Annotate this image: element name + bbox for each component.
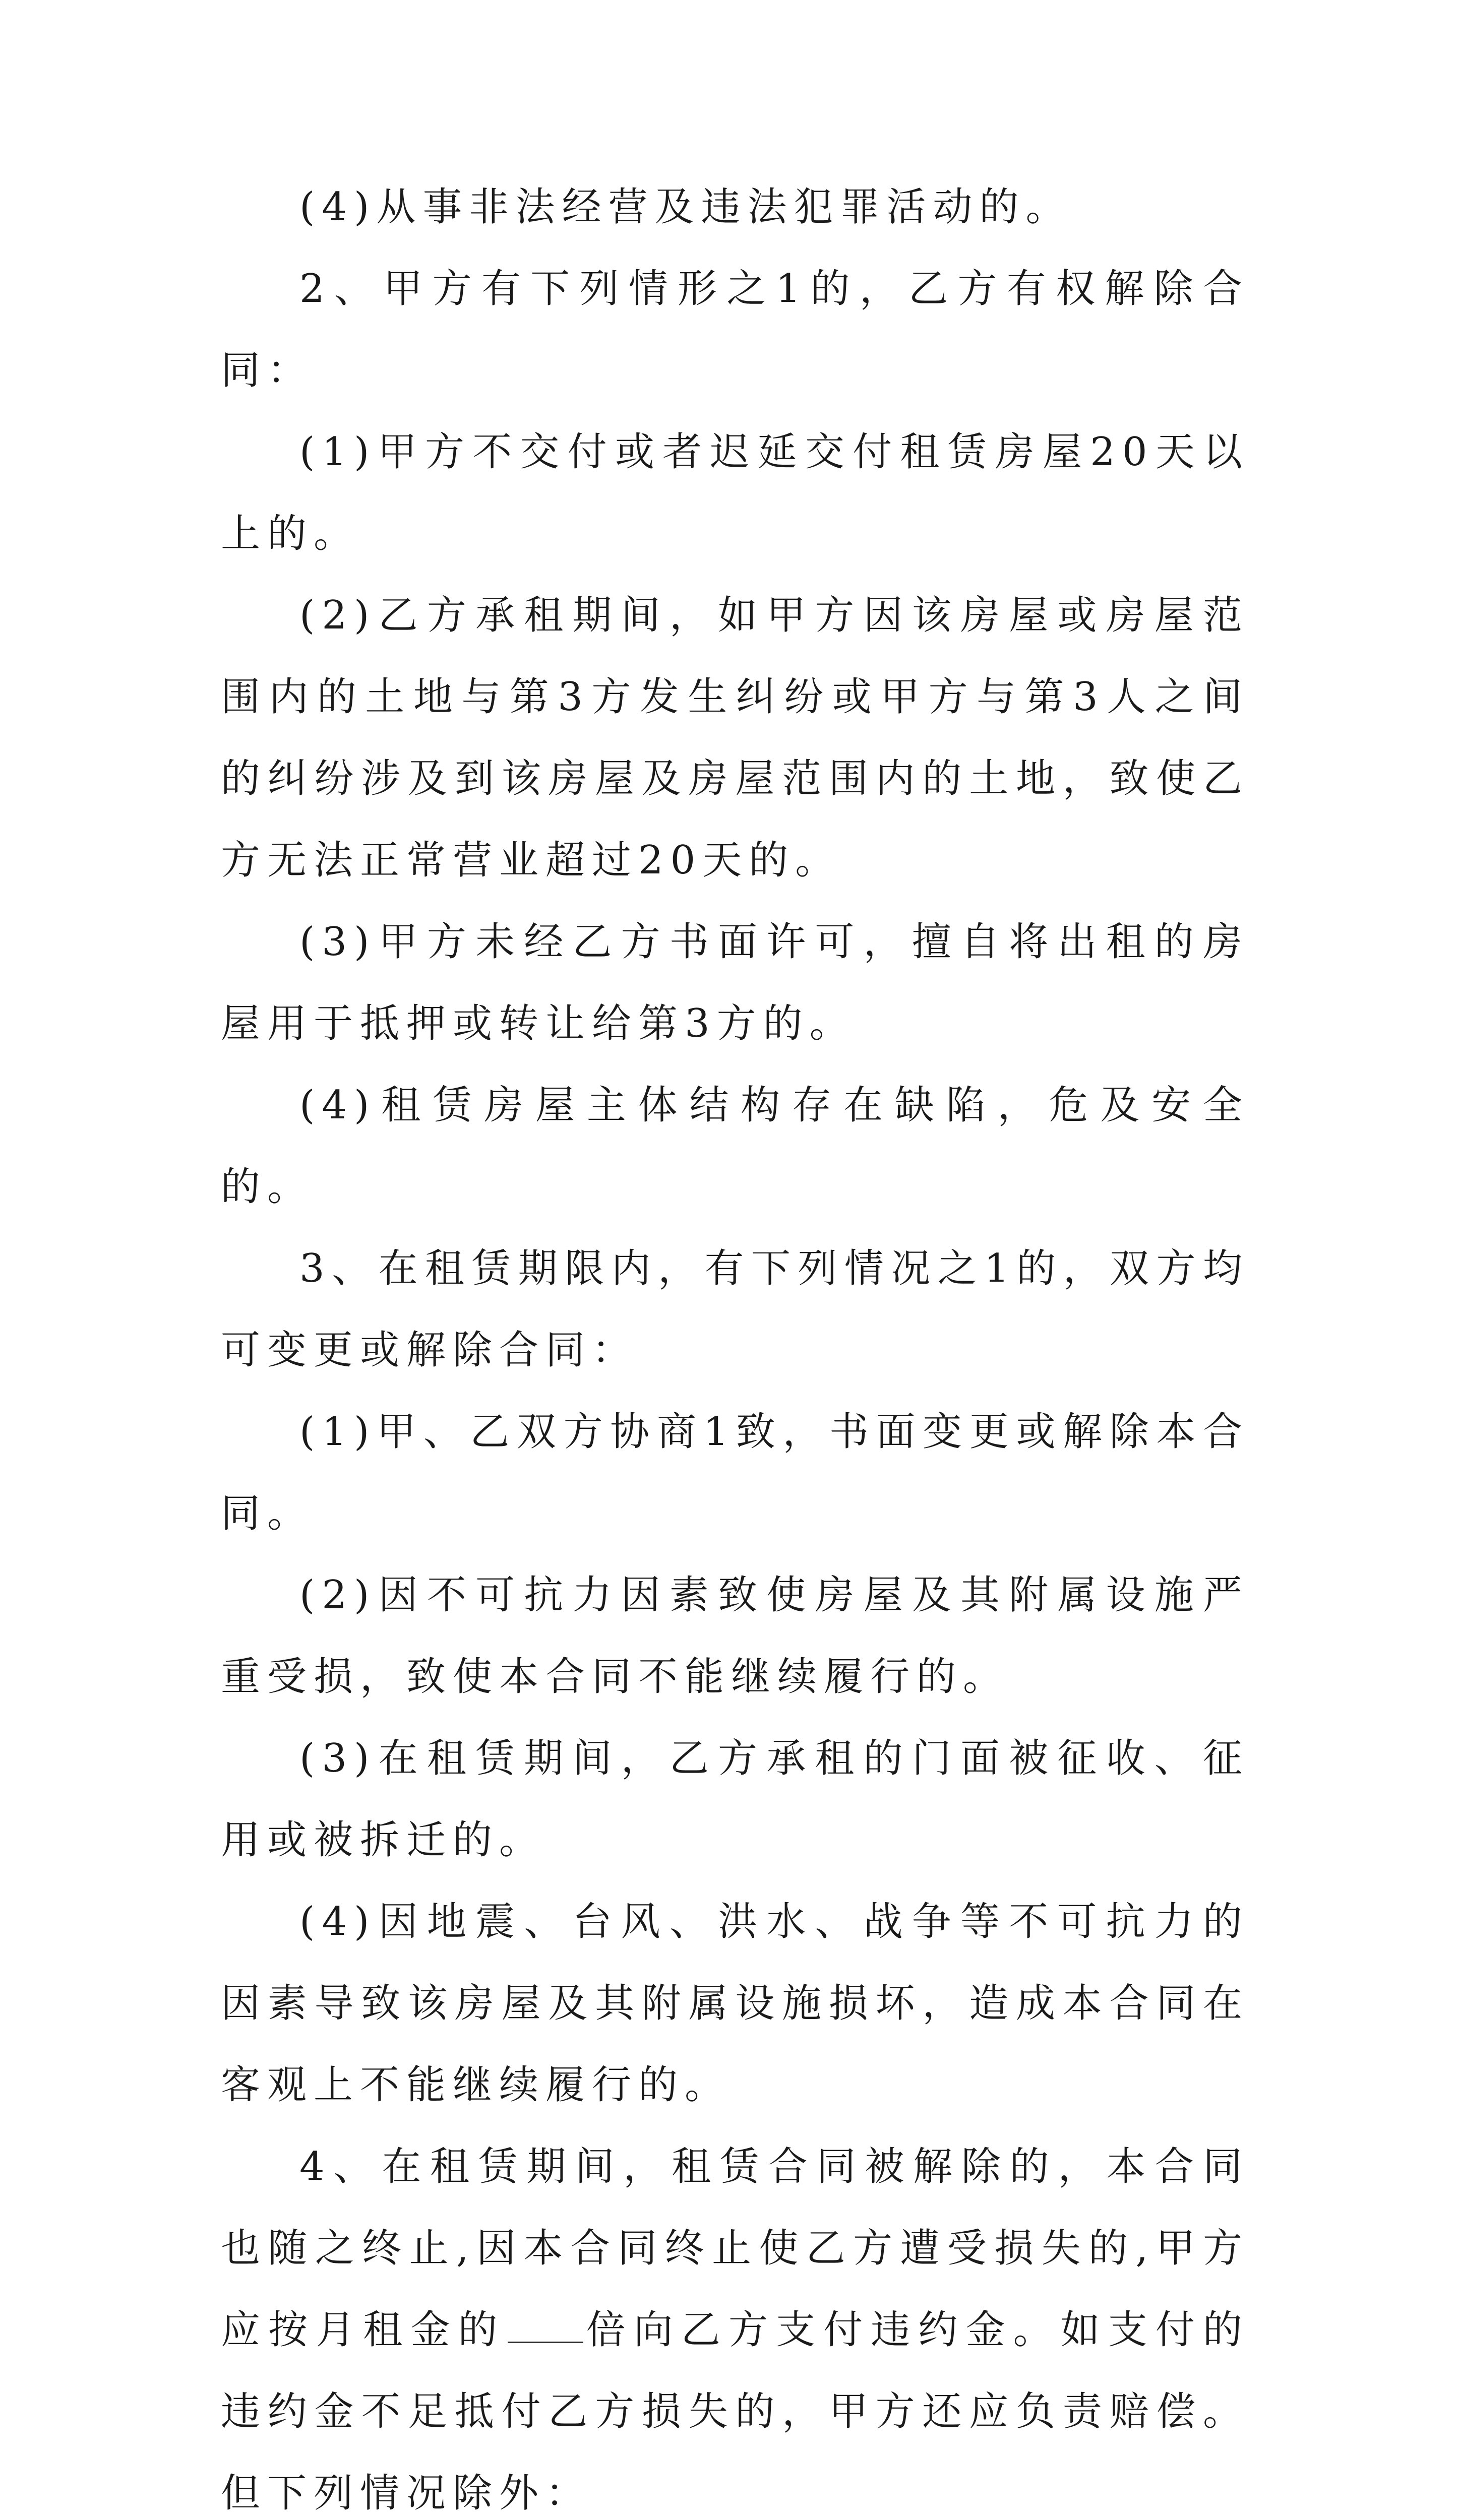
document-body	[221, 166, 1249, 2520]
paragraph-clause-2-4: (4)租赁房屋主体结构存在缺陷，危及安全的。	[221, 1083, 1249, 1210]
clause-4-text-after-blank: 倍向乙方支付违约金。如支付的违约金不足抵付乙方损失的，甲方还应负责赔偿。但下列情况除外：	[221, 2307, 1249, 2516]
paragraph-clause-3: 3、在租赁期限内，有下列情况之1的，双方均可变更或解除合同：	[221, 1246, 1249, 1373]
paragraph-clause-3-4: (4)因地震、台风、洪水、战争等不可抗力的因素导致该房屋及其附属设施损坏，造成本合同在客观上不能继续履行的。	[221, 1899, 1249, 2108]
paragraph-clause-3-1: (1)甲、乙双方协商1致，书面变更或解除本合同。	[221, 1409, 1249, 1536]
fill-in-blank-line	[508, 2311, 583, 2343]
paragraph-clause-2-2: (2)乙方承租期间，如甲方因该房屋或房屋范围内的土地与第3方发生纠纷或甲方与第3人之间的纠纷涉及到该房屋及房屋范围内的土地，致使乙方无法正常营业超过20天的。	[221, 593, 1249, 883]
paragraph-clause-3-3: (3)在租赁期间，乙方承租的门面被征收、征用或被拆迁的。	[221, 1736, 1249, 1863]
paragraph-clause-4	[221, 2126, 1249, 2520]
paragraph-clause-2: 2、甲方有下列情形之1的，乙方有权解除合同：	[221, 266, 1249, 393]
paragraph-clause-1-4: (4)从事非法经营及违法犯罪活动的。	[299, 184, 1072, 230]
paragraph-clause-2-3: (3)甲方未经乙方书面许可，擅自将出租的房屋用于抵押或转让给第3方的。	[221, 919, 1249, 1046]
paragraph-clause-3-2: (2)因不可抗力因素致使房屋及其附属设施严重受损，致使本合同不能继续履行的。	[221, 1572, 1249, 1699]
paragraph-clause-2-1: (1)甲方不交付或者迟延交付租赁房屋20天以上的。	[221, 429, 1249, 556]
clause-4-text-before-blank: 4、在租赁期间，租赁合同被解除的，本合同也随之终止,因本合同终止使乙方遭受损失的,甲方应按月租金的	[221, 2144, 1249, 2353]
